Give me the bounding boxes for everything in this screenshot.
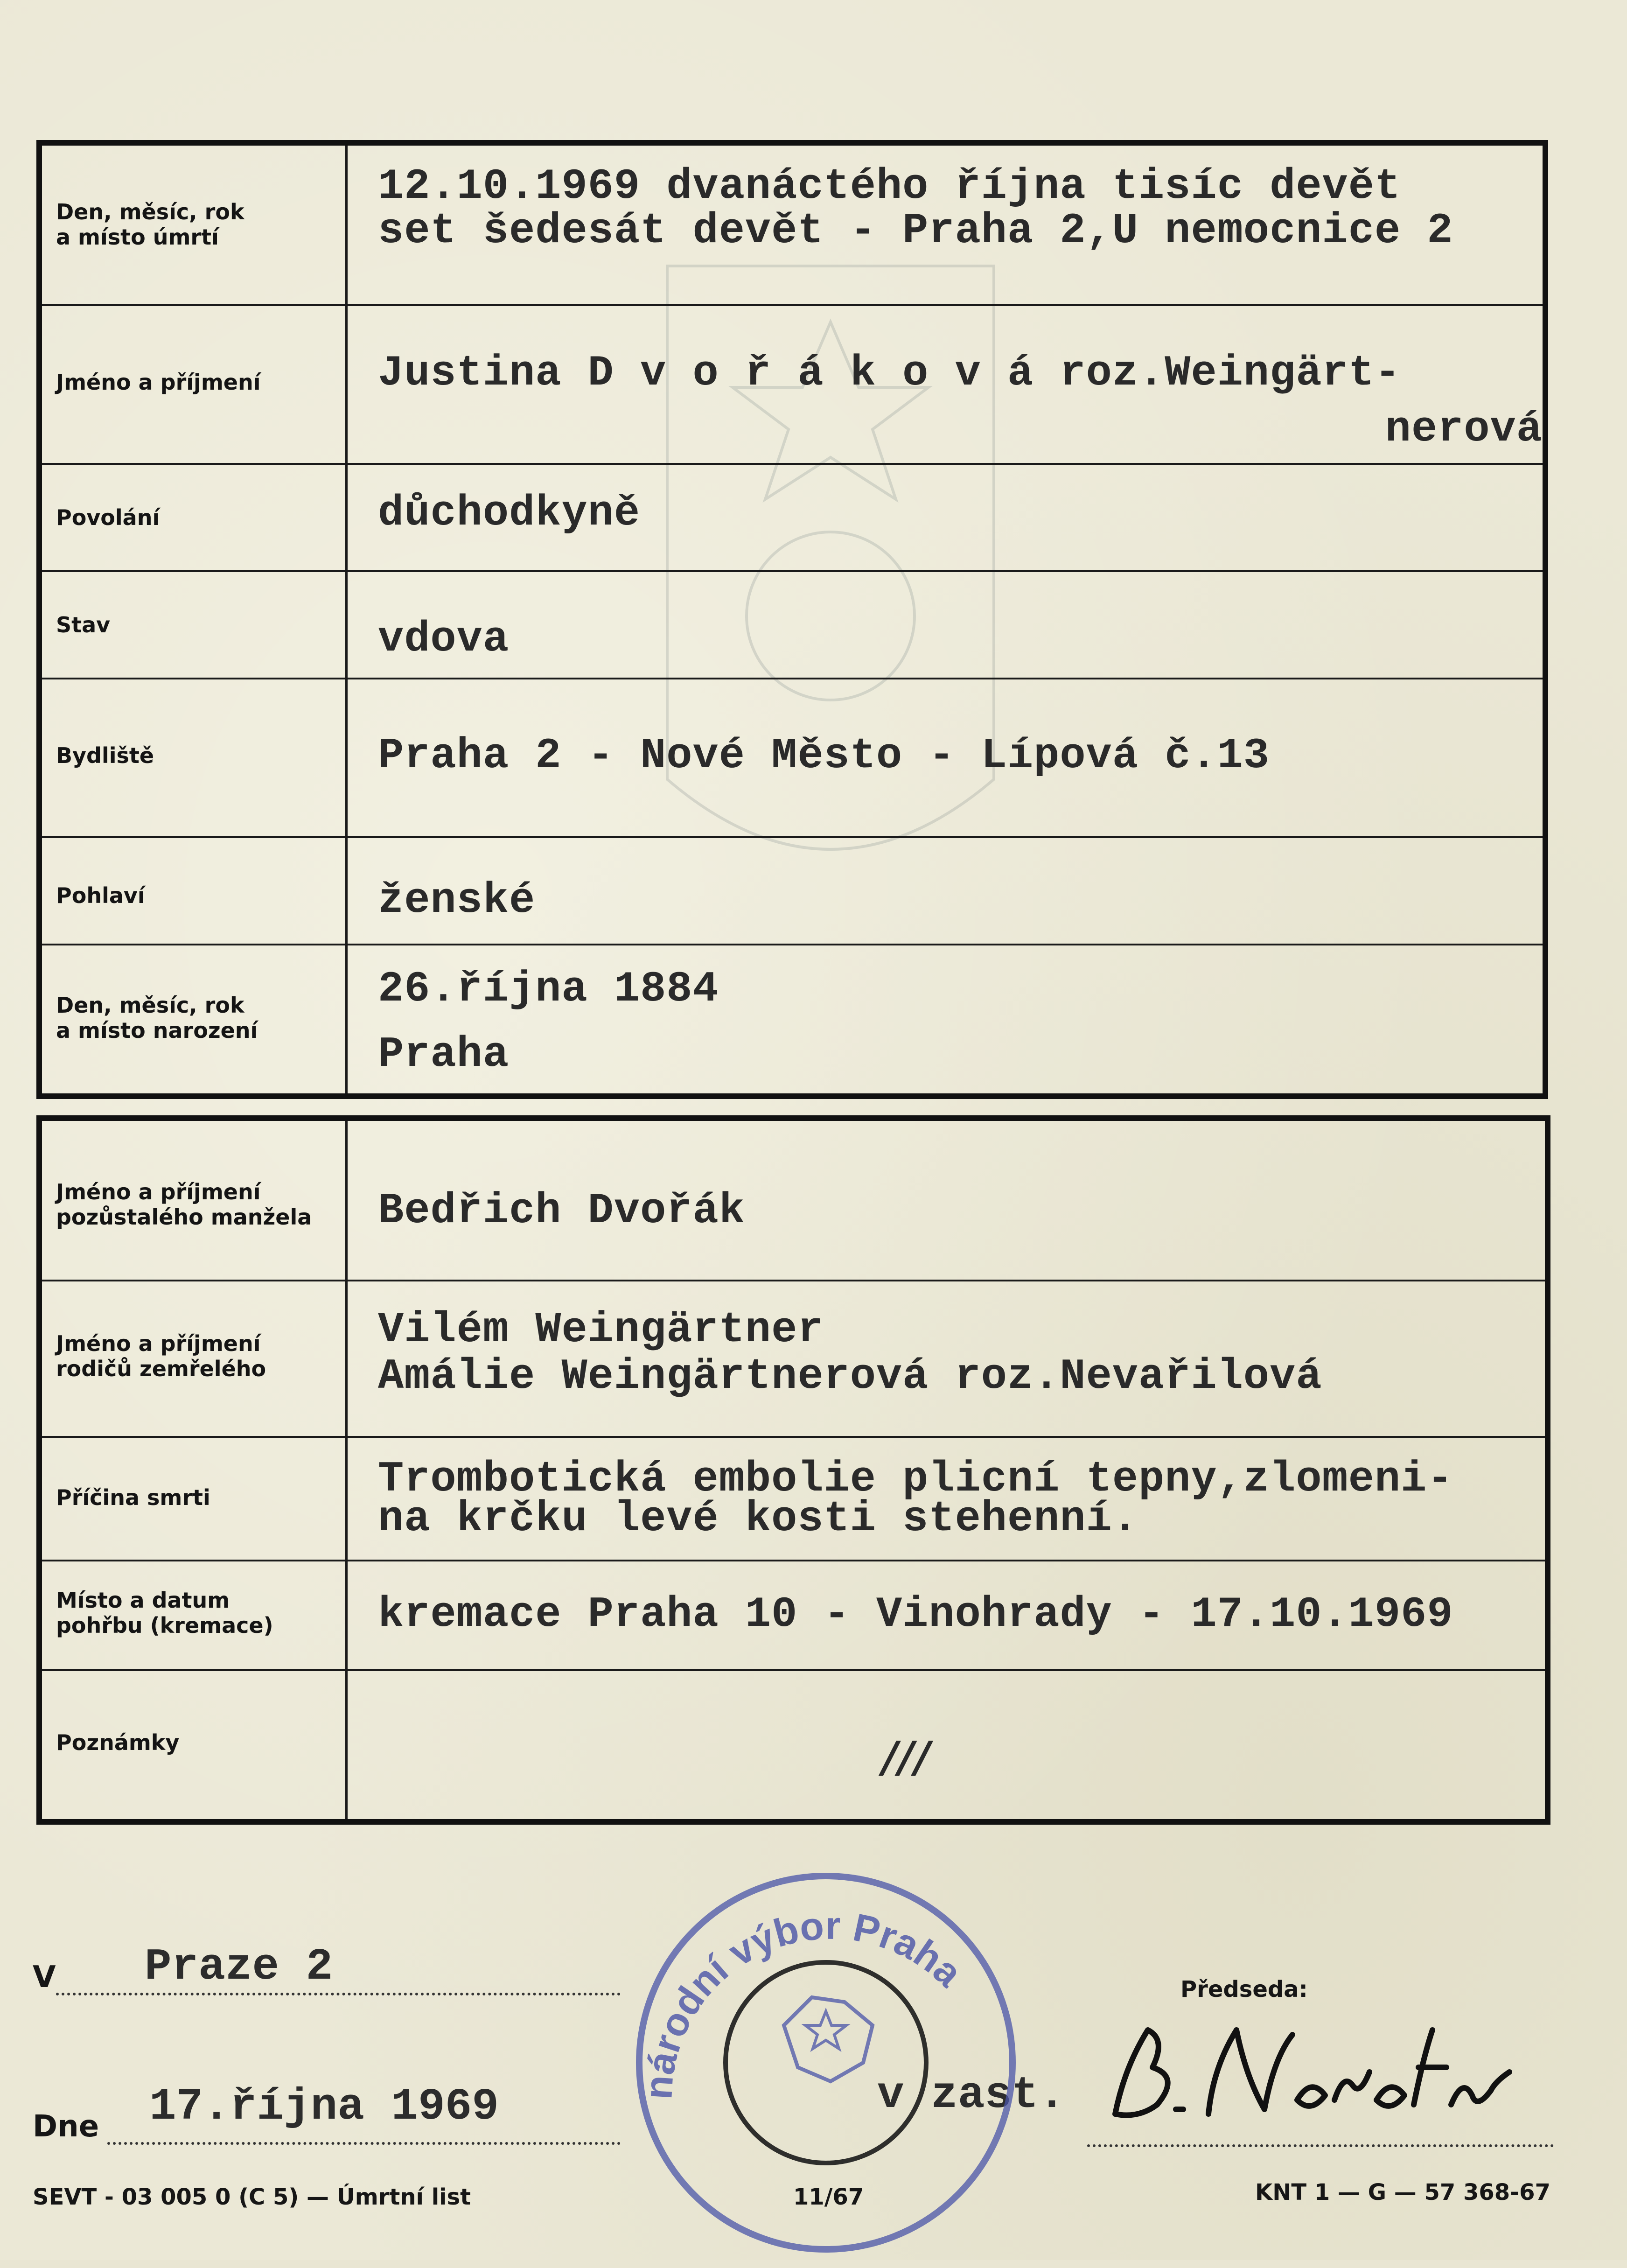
signature-dotted-line xyxy=(1087,2144,1554,2147)
label-sex: Pohlaví xyxy=(56,883,145,908)
value-full-name-line1: Justina D v o ř á k o v á roz.Weingärt- xyxy=(378,349,1401,398)
value-notes: /// xyxy=(882,1732,930,1782)
value-birth-date-line1: 26.října 1884 xyxy=(378,965,719,1014)
value-residence: Praha 2 - Nové Město - Lípová č.13 xyxy=(378,731,1270,780)
label-burial: Místo a datum pohřbu (kremace) xyxy=(56,1588,273,1638)
value-burial: kremace Praha 10 - Vinohrady - 17.10.1969 xyxy=(378,1590,1453,1639)
label-cause-of-death: Příčina smrti xyxy=(56,1485,210,1510)
value-birth-place-line2: Praha xyxy=(378,1030,510,1079)
label-occupation: Povolání xyxy=(56,505,160,530)
row-occupation xyxy=(42,463,1543,572)
value-parent-mother: Amálie Weingärtnerová roz.Nevařilová xyxy=(378,1352,1322,1401)
value-cause-line2: na krčku levé kosti stehenní. xyxy=(378,1494,1139,1543)
label-marital-status: Stav xyxy=(56,612,111,637)
form-code: SEVT - 03 005 0 (C 5) — Úmrtní list xyxy=(33,2184,471,2210)
label-full-name: Jméno a příjmení xyxy=(56,370,261,395)
label-parents: Jméno a příjmení rodičů zemřelého xyxy=(56,1331,266,1381)
row-residence xyxy=(42,678,1543,838)
place-prefix-label: V xyxy=(33,1960,56,1995)
value-death-date-place-line2: set šedesát devět - Praha 2,U nemocnice 2 xyxy=(378,206,1453,255)
death-record-table xyxy=(36,140,1548,1099)
label-death-date-place: Den, měsíc, rok a místo úmrtí xyxy=(56,199,244,250)
value-parent-father: Vilém Weingärtner xyxy=(378,1305,824,1354)
value-occupation: důchodkyně xyxy=(378,489,641,538)
row-marital-status xyxy=(42,570,1543,679)
row-parents xyxy=(42,1280,1545,1438)
date-prefix-label: Dne xyxy=(33,2109,99,2144)
date-dotted-line xyxy=(107,2142,621,2145)
label-birth-date-place: Den, měsíc, rok a místo narození xyxy=(56,993,258,1043)
print-code: KNT 1 — G — 57 368-67 xyxy=(1255,2179,1550,2205)
value-cause-line1: Trombotická embolie plicní tepny,zlomeni- xyxy=(378,1455,1453,1504)
issue-place: Praze 2 xyxy=(145,1941,333,1992)
value-marital-status: vdova xyxy=(378,615,510,664)
row-burial xyxy=(42,1560,1545,1671)
issue-date: 17.října 1969 xyxy=(149,2081,499,2132)
row-sex xyxy=(42,836,1543,945)
value-death-date-place-line1: 12.10.1969 dvanáctého října tisíc devět xyxy=(378,162,1401,211)
on-behalf-label: v zast. xyxy=(877,2070,1066,2121)
row-death-date-place xyxy=(42,146,1543,306)
chairman-signature xyxy=(1096,2011,1516,2142)
value-spouse: Bedřich Dvořák xyxy=(378,1186,745,1235)
place-dotted-line xyxy=(56,1993,621,1995)
row-spouse xyxy=(42,1121,1545,1281)
family-burial-table xyxy=(36,1115,1550,1825)
row-full-name xyxy=(42,304,1543,465)
chairman-label: Předseda: xyxy=(1180,1976,1308,2002)
value-full-name-line2: nerová xyxy=(1385,405,1543,454)
row-cause-of-death xyxy=(42,1436,1545,1561)
row-notes xyxy=(42,1669,1545,1819)
label-notes: Poznámky xyxy=(56,1730,180,1755)
value-sex: ženské xyxy=(378,876,536,925)
label-residence: Bydliště xyxy=(56,743,154,768)
label-spouse: Jméno a příjmení pozůstalého manžela xyxy=(56,1179,312,1230)
stamp-text: národní výbor Praha xyxy=(636,1903,971,2101)
form-number: 11/67 xyxy=(793,2184,864,2210)
row-birth-date-place xyxy=(42,944,1543,1098)
